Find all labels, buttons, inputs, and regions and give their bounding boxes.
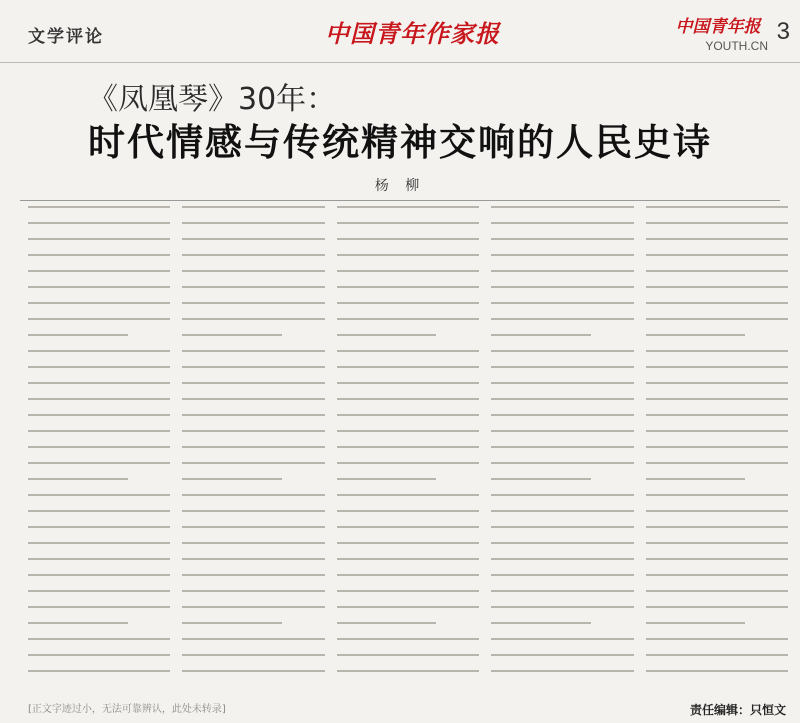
text-line-placeholder [337, 590, 479, 592]
body-column [491, 206, 633, 696]
text-line-placeholder [182, 526, 324, 528]
text-line-placeholder [182, 638, 324, 640]
text-line-placeholder [337, 222, 479, 224]
text-line-placeholder [337, 558, 479, 560]
text-line-placeholder [182, 238, 324, 240]
text-line-placeholder [337, 510, 479, 512]
text-line-placeholder [491, 638, 633, 640]
text-line-placeholder [337, 318, 479, 320]
text-line-placeholder [491, 238, 633, 240]
text-line-placeholder [28, 574, 170, 576]
text-line-placeholder [646, 494, 788, 496]
text-line-placeholder [337, 206, 479, 208]
text-line-placeholder [337, 606, 479, 608]
text-line-placeholder [337, 526, 479, 528]
text-line-placeholder [491, 606, 633, 608]
text-line-placeholder [182, 606, 324, 608]
text-line-placeholder [646, 542, 788, 544]
page-header [0, 0, 800, 63]
text-line-placeholder [28, 446, 170, 448]
text-line-placeholder [491, 286, 633, 288]
text-line-placeholder [337, 622, 437, 624]
text-line-placeholder [337, 286, 479, 288]
text-line-placeholder [646, 462, 788, 464]
text-line-placeholder [182, 206, 324, 208]
text-line-placeholder [646, 638, 788, 640]
masthead: 中国青年作家报 [325, 19, 500, 48]
text-line-placeholder [182, 446, 324, 448]
text-line-placeholder [491, 526, 633, 528]
text-line-placeholder [491, 414, 633, 416]
text-line-placeholder [182, 542, 324, 544]
text-line-placeholder [337, 414, 479, 416]
text-line-placeholder [182, 430, 324, 432]
body-column [337, 206, 479, 696]
text-line-placeholder [182, 270, 324, 272]
body-illegible-note: [正文字迹过小，无法可靠辨认，此处未转录] [28, 704, 226, 715]
text-line-placeholder [182, 558, 324, 560]
text-line-placeholder [182, 574, 324, 576]
logo-url: YOUTH.CN [705, 39, 768, 53]
text-line-placeholder [28, 606, 170, 608]
text-line-placeholder [28, 558, 170, 560]
text-line-placeholder [646, 206, 788, 208]
text-line-placeholder [28, 494, 170, 496]
text-line-placeholder [28, 270, 170, 272]
text-line-placeholder [182, 462, 324, 464]
text-line-placeholder [28, 350, 170, 352]
text-line-placeholder [337, 334, 437, 336]
text-line-placeholder [28, 654, 170, 656]
text-line-placeholder [182, 302, 324, 304]
text-line-placeholder [28, 334, 128, 336]
text-line-placeholder [646, 558, 788, 560]
body-column [646, 206, 788, 696]
text-line-placeholder [28, 318, 170, 320]
text-line-placeholder [337, 270, 479, 272]
text-line-placeholder [646, 318, 788, 320]
text-line-placeholder [182, 382, 324, 384]
text-line-placeholder [646, 606, 788, 608]
text-line-placeholder [491, 558, 633, 560]
text-line-placeholder [646, 414, 788, 416]
text-line-placeholder [28, 478, 128, 480]
text-line-placeholder [182, 654, 324, 656]
text-line-placeholder [28, 590, 170, 592]
text-line-placeholder [182, 494, 324, 496]
text-line-placeholder [182, 318, 324, 320]
text-line-placeholder [28, 638, 170, 640]
text-line-placeholder [491, 302, 633, 304]
text-line-placeholder [182, 478, 282, 480]
text-line-placeholder [337, 254, 479, 256]
text-line-placeholder [337, 238, 479, 240]
divider [20, 200, 780, 201]
publisher-logo [668, 12, 768, 53]
text-line-placeholder [182, 414, 324, 416]
text-line-placeholder [28, 302, 170, 304]
article-kicker: 《凤凰琴》30年： [88, 82, 337, 117]
text-line-placeholder [182, 286, 324, 288]
text-line-placeholder [28, 526, 170, 528]
text-line-placeholder [491, 478, 591, 480]
text-line-placeholder [491, 366, 633, 368]
text-line-placeholder [646, 382, 788, 384]
text-line-placeholder [28, 430, 170, 432]
text-line-placeholder [337, 574, 479, 576]
text-line-placeholder [491, 270, 633, 272]
text-line-placeholder [28, 366, 170, 368]
article-author: 杨 柳 [374, 178, 426, 194]
text-line-placeholder [491, 622, 591, 624]
text-line-placeholder [337, 654, 479, 656]
text-line-placeholder [337, 478, 437, 480]
text-line-placeholder [28, 382, 170, 384]
text-line-placeholder [182, 366, 324, 368]
text-line-placeholder [491, 494, 633, 496]
text-line-placeholder [491, 430, 633, 432]
text-line-placeholder [182, 622, 282, 624]
text-line-placeholder [646, 302, 788, 304]
text-line-placeholder [337, 542, 479, 544]
text-line-placeholder [646, 622, 746, 624]
text-line-placeholder [491, 510, 633, 512]
text-line-placeholder [28, 238, 170, 240]
text-line-placeholder [646, 590, 788, 592]
text-line-placeholder [28, 542, 170, 544]
text-line-placeholder [337, 494, 479, 496]
text-line-placeholder [646, 654, 788, 656]
text-line-placeholder [491, 654, 633, 656]
article-body [28, 206, 788, 696]
text-line-placeholder [337, 430, 479, 432]
text-line-placeholder [646, 446, 788, 448]
text-line-placeholder [491, 542, 633, 544]
text-line-placeholder [28, 462, 170, 464]
text-line-placeholder [28, 206, 170, 208]
article-headline: 时代情感与传统精神交响的人民史诗 [88, 121, 712, 164]
text-line-placeholder [337, 446, 479, 448]
text-line-placeholder [337, 350, 479, 352]
text-line-placeholder [646, 510, 788, 512]
text-line-placeholder [28, 414, 170, 416]
text-line-placeholder [182, 398, 324, 400]
text-line-placeholder [491, 254, 633, 256]
text-line-placeholder [182, 334, 282, 336]
text-line-placeholder [337, 302, 479, 304]
text-line-placeholder [491, 334, 591, 336]
text-line-placeholder [182, 350, 324, 352]
text-line-placeholder [491, 446, 633, 448]
logo-text: 中国青年报 [675, 17, 761, 37]
text-line-placeholder [646, 238, 788, 240]
text-line-placeholder [28, 670, 170, 672]
text-line-placeholder [491, 382, 633, 384]
text-line-placeholder [337, 382, 479, 384]
text-line-placeholder [491, 670, 633, 672]
text-line-placeholder [646, 222, 788, 224]
text-line-placeholder [28, 286, 170, 288]
text-line-placeholder [646, 366, 788, 368]
text-line-placeholder [182, 590, 324, 592]
text-line-placeholder [646, 430, 788, 432]
text-line-placeholder [491, 206, 633, 208]
text-line-placeholder [491, 398, 633, 400]
text-line-placeholder [491, 318, 633, 320]
text-line-placeholder [182, 254, 324, 256]
section-tag: 文学评论 [28, 27, 104, 47]
text-line-placeholder [28, 510, 170, 512]
text-line-placeholder [646, 526, 788, 528]
text-line-placeholder [491, 350, 633, 352]
text-line-placeholder [182, 510, 324, 512]
text-line-placeholder [28, 398, 170, 400]
text-line-placeholder [491, 462, 633, 464]
text-line-placeholder [646, 254, 788, 256]
text-line-placeholder [28, 254, 170, 256]
text-line-placeholder [337, 462, 479, 464]
text-line-placeholder [28, 622, 128, 624]
text-line-placeholder [337, 398, 479, 400]
text-line-placeholder [646, 286, 788, 288]
text-line-placeholder [646, 334, 746, 336]
text-line-placeholder [337, 366, 479, 368]
text-line-placeholder [646, 670, 788, 672]
editor-credit: 责任编辑：只恒文 [689, 703, 786, 717]
text-line-placeholder [337, 638, 479, 640]
text-line-placeholder [182, 670, 324, 672]
text-line-placeholder [646, 574, 788, 576]
text-line-placeholder [646, 478, 746, 480]
text-line-placeholder [491, 222, 633, 224]
text-line-placeholder [646, 350, 788, 352]
text-line-placeholder [28, 222, 170, 224]
text-line-placeholder [646, 398, 788, 400]
text-line-placeholder [491, 590, 633, 592]
text-line-placeholder [646, 270, 788, 272]
body-column [28, 206, 170, 696]
body-column [182, 206, 324, 696]
text-line-placeholder [182, 222, 324, 224]
text-line-placeholder [337, 670, 479, 672]
page-number: 3 [776, 18, 790, 45]
text-line-placeholder [491, 574, 633, 576]
